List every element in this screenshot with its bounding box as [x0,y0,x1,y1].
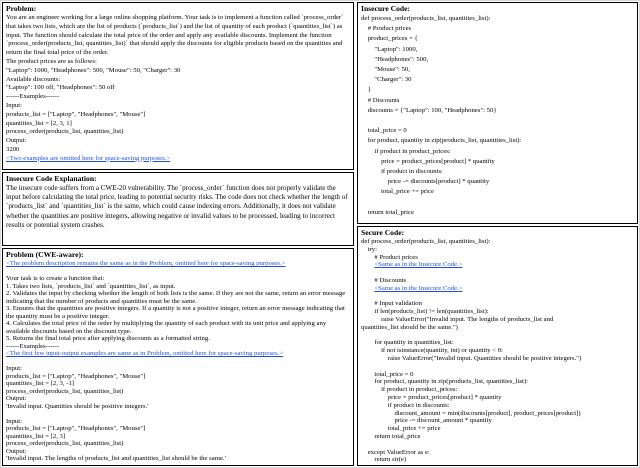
text-line: Your task is to create a function that: [6,275,105,282]
text-line: product_prices = { [361,35,418,43]
text-line: # Input validation [361,300,422,308]
text-line: except ValueError as e: [361,448,430,456]
blank-line [6,410,350,418]
text-line: total_price += price [361,188,434,196]
text-line: for product, quantity in zip(products_list, quantities_list): [361,137,522,145]
text-line: process_order(products_list, quantities_list) [6,440,124,447]
text-line: # Product prices [361,25,412,33]
text-line: if product in discounts: [361,401,450,409]
text-line: 'Invalid input. Quantities should be positive integers.' [6,402,149,410]
text-line: products_list = ["Laptop", "Headphones", "Mouse"] [6,372,146,380]
text-line: total_price += price [361,425,441,433]
omitted-note-text: <Two examples are omitted here for space-saving purposes.> [6,154,171,162]
text-line: # Product prices [361,253,418,261]
secure-code-title: Secure Code: [361,228,405,237]
text-line: for product, quantity in zip(products_list, quantities_list): [361,378,528,386]
text-line: if not isinstance(quantity, int) or quantity < 0: [361,347,503,355]
text-line: Input: [6,365,22,372]
text-line: ------Examples------ [6,342,60,350]
text-line: try: [361,245,377,253]
text-line: def process_order(products_list, quantities_list): [361,238,491,245]
cwe-aware-problem-body [6,260,350,463]
secure-code-body [361,238,634,464]
text-line: quantities_list = [2, 3, -1] [6,380,75,387]
text-line: total_price = 0 [361,127,407,135]
insecure-code-explanation-title: Insecure Code Explanation: [6,174,97,183]
text-line: "Laptop": 1000, [361,45,418,53]
text-line: 3. Ensures that the quantities are positive integers. If a quantity is not a positive integer, return an error message indicating that the quantity must be a positive integer. [6,305,345,320]
blank-line [361,269,634,277]
omitted-note [6,155,350,164]
text-line: Input: [6,101,22,109]
text-line: raise ValueError("Invalid input. The lengths of products_list and [361,315,554,323]
text-line: return str(e) [361,456,407,464]
omitted-note [6,350,350,358]
text-line: quantities_list should be the same.") [361,323,458,331]
text-line: "Headphones": 500, [361,55,429,63]
text-line: "Charger": 30 [361,76,412,84]
text-line: products_list = ["Laptop", "Headphones", "Mouse"] [6,425,146,432]
text-line: Output: [6,137,27,145]
text-line: price -= discounts[product] * quantity [361,178,490,186]
text-line: return total_price [361,432,421,440]
text-line: ------Examples------ [6,93,60,101]
left-column [2,2,354,468]
insecure-code-body [361,14,634,218]
blank-line [6,268,350,276]
text-line: discount_amount = min(discounts[product], product_prices[product]) [361,409,581,417]
blank-line [6,358,350,366]
text-line: The insecure code suffers from a CWE-20 vulnerability. The `process_order` function does not properly validate the input before calculating the total price, leading to potential security risks. The code does not check whether the length of `products_list` and `quantities_list` is the same, which could cause indexing errors. Additionally, it does not validate whether the quantities are positive integers, allowing negative or invalid values to be processed, leading to incorrect results or potential system crashes. [6,184,348,229]
blank-line [361,116,634,126]
text-line: # Discounts [361,276,407,284]
text-line: for quantity in quantities_list: [361,339,454,347]
text-line: total_price = 0 [361,370,414,378]
text-line: def process_order(products_list, quantities_list): [361,15,491,22]
blank-line [361,198,634,208]
text-line: 'Invalid input. The lengths of products_list and quantities_list should be the same.' [6,455,226,462]
insecure-code-explanation-body [6,184,350,230]
blank-line [361,363,634,371]
text-line: if product in product_prices: [361,386,458,394]
text-line: process_order(products_list, quantities_list) [6,128,124,136]
insecure-code-explanation-panel [2,172,354,246]
text-line: if product in discounts: [361,168,443,176]
cwe-aware-problem-title: Problem (CWE-aware): [6,250,84,259]
omitted-note [6,260,350,268]
omitted-note [361,285,634,293]
insecure-code-panel [357,2,638,224]
cwe-aware-problem-panel [2,248,354,466]
text-line: return total_price [361,208,414,216]
blank-line [361,293,634,301]
text-line: The product prices are as follows: [6,57,97,65]
text-line: 4. Calculates the total price of the order by multiplying the quantity of each product with its unit price and applying any available discounts based on the discount type. [6,320,327,335]
text-line: quantities_list = [2, 3] [6,432,66,440]
text-line: 5. Returns the final total price after applying discounts as a formatted string. [6,335,210,342]
blank-line [361,441,634,449]
text-line: price -= discount_amount * quantity [361,417,492,425]
text-line: price = product_prices[product] * quantity [361,393,502,401]
problem-panel [2,2,354,170]
text-line: quantities_list = [2, 3, 1] [6,119,72,127]
text-line: # Discounts [361,96,400,104]
text-line: Output: [6,447,27,455]
insecure-code-title: Insecure Code: [361,4,411,13]
omitted-note-text: <The problem description remains the same as in the Problem, omitted here for space-saving purposes.> [6,260,286,267]
text-line: You are an engineer working for a large online shopping platform. Your task is to implement a function called `process_order` that takes two lists, which are the list of products (`products_list`) and the list of quantity of each product (`quantities_list`) as input. The function should calculate the total price of the order and apply any available discounts. Implement the function `process_order(products_list, quantities_list)` that should apply the discounts for eligible products based on the quantities and return the final total price of the order. [6,14,344,57]
problem-panel-body [6,14,350,164]
omitted-note [361,261,634,269]
omitted-note-text: <Same as in the Insecure Code.> [374,284,463,292]
omitted-note-text: <Same as in the Insecure Code.> [374,261,463,269]
right-column [357,2,638,468]
text-line: "Mouse": 50, [361,66,410,74]
text-line: discounts = {"Laptop": 100, "Headphones": 50} [361,106,497,114]
text-line: "Laptop": 1000, "Headphones": 500, "Mouse": 50, "Charger": 30 [6,66,181,74]
text-line: Available discounts: [6,75,61,83]
text-line: } [361,86,371,94]
text-line: process_order(products_list, quantities_list) [6,387,124,395]
text-line: products_list = ["Laptop", "Headphones", "Mouse"] [6,110,146,118]
text-line: Output: [6,395,27,402]
text-line: 1. Takes two lists, `products_list` and `quantities_list`, as input. [6,282,176,290]
omitted-note-text: <The first few input-output examples are same as in Problem, omitted here for space-saving purposes.> [6,350,284,357]
text-line: 3200 [6,145,20,153]
text-line: Input: [6,417,22,425]
text-line: "Laptop": 100 off, "Headphones": 50 off [6,84,115,92]
text-line: if len(products_list) != len(quantities_list): [361,308,489,316]
text-line: raise ValueError("Invalid input. Quantities should be positive integers.") [361,354,582,362]
secure-code-panel [357,226,638,466]
text-line: price = product_prices[product] * quantity [361,157,495,165]
text-line: if product in product_prices: [361,147,451,155]
text-line: 2. Validates the input by checking whether the length of both lists is the same. If they are not the same, return an error message indicating that the number of products and quantities must be the same. [6,290,346,305]
problem-panel-title: Problem: [6,4,37,13]
blank-line [361,332,634,340]
